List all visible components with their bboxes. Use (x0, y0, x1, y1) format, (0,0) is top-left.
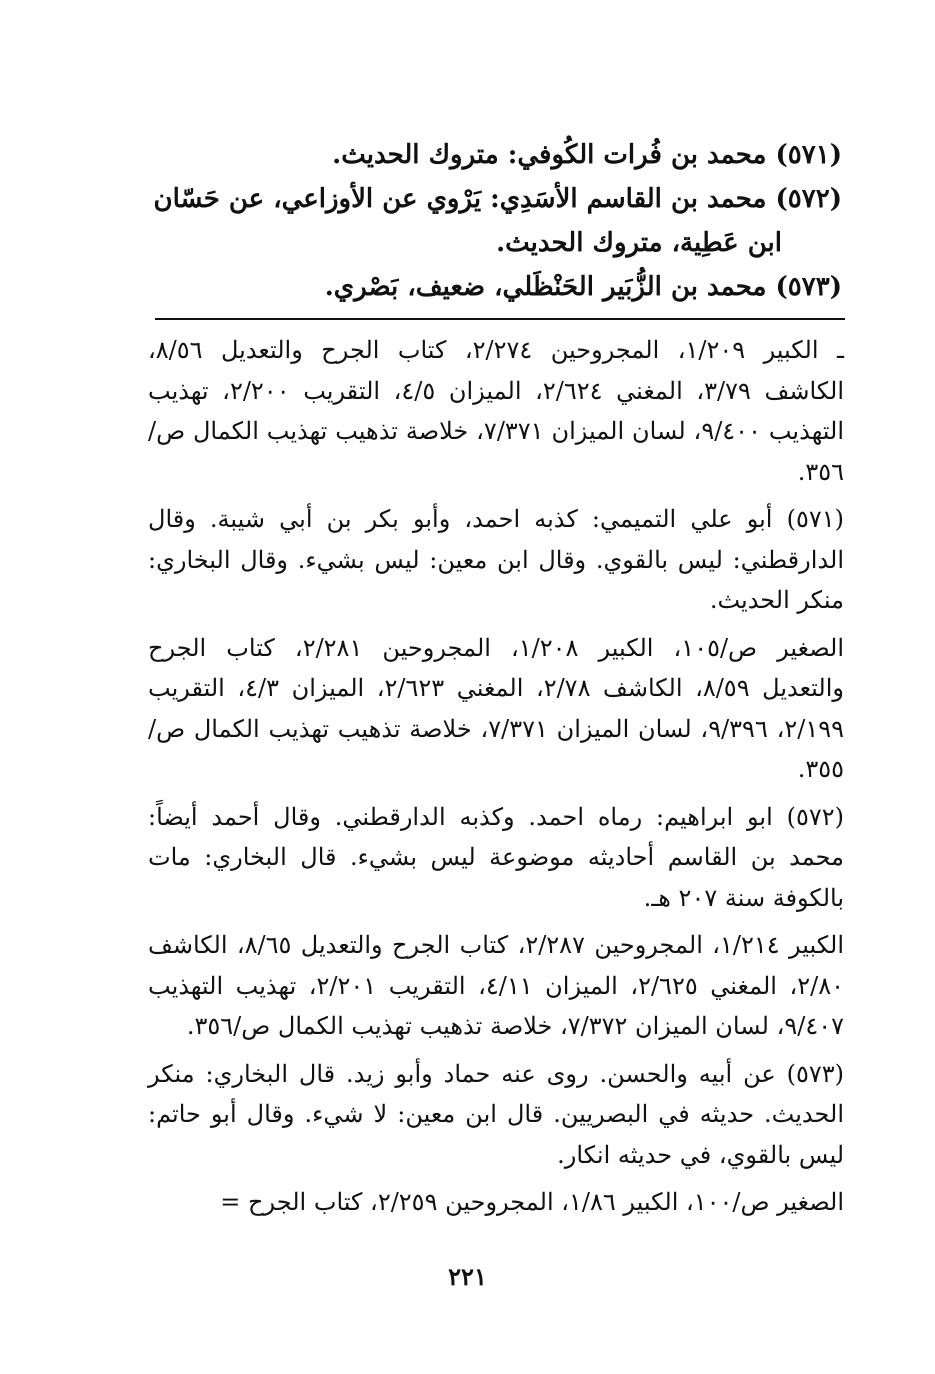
entry-line: (٥٧١) محمد بن فُرات الكُوفي: متروك الحديث. (332, 140, 842, 170)
footnote-paragraph: الصغير ص/١٠٥، الكبير ١/٢٠٨، المجروحين ٢/٢٨١، كتاب الجرح والتعديل ٨/٥٩، الكاشف ٢/٧٨، المغني ٢/٦٢٣، الميزان ٤/٣، التقريب ٢/١٩٩، ٩/٣٩٦، لسان الميزان ٧/٣٧١، خلاصة تذهيب تهذيب الكمال ص/٣٥٥. (148, 633, 845, 783)
entry-line-continuation: ابن عَطِية، متروك الحديث. (496, 228, 782, 258)
entry-line: (٥٧٣) محمد بن الزُّبَير الحَنْظَلي، ضعيف، بَصْري. (324, 272, 842, 302)
entry-line: (٥٧٢) محمد بن القاسم الأسَدِي: يَرْوي عن الأوزاعي، عن حَسّان (153, 184, 842, 214)
footnote-paragraph: ـ الكبير ١/٢٠٩، المجروحين ٢/٢٧٤، كتاب الجرح والتعديل ٨/٥٦، الكاشف ٣/٧٩، المغني ٢/٦٢٤، الميزان ٤/٥، التقريب ٢/٢٠٠، تهذيب التهذيب ٩/٤٠٠، لسان الميزان ٧/٣٧١، خلاصة تذهيب تهذيب الكمال ص/٣٥٦. (148, 336, 844, 486)
main-entries (150, 133, 842, 309)
entry-573 (150, 265, 842, 309)
footnote-paragraph: (٥٧٣) عن أبيه والحسن. روى عنه حماد وأبو زيد. قال البخاري: منكر الحديث. حديثه في البصريين. قال ابن معين: لا شيء. وقال أبو حاتم: ليس بالقوي، في حديثه انكار. (148, 1059, 844, 1169)
footnote-paragraph: (٥٧٢) ابو ابراهيم: رماه احمد. وكذبه الدارقطني. وقال أحمد أيضاً: محمد بن القاسم أحاديثه موضوعة ليس بشيء. قال البخاري: مات بالكوفة سنة ٢٠٧ هـ. (148, 802, 844, 912)
footnote-paragraph: (٥٧١) أبو علي التميمي: كذبه احمد، وأبو بكر بن أبي شيبة. وقال الدارقطني: ليس بالقوي. وقال ابن معين: ليس بشيء. وقال البخاري: منكر الحديث. (148, 505, 844, 614)
footnote-paragraph: الصغير ص/١٠٠، الكبير ١/٨٦، المجروحين ٢/٢٥٩، كتاب الجرح = (220, 1188, 844, 1216)
footnotes (148, 330, 844, 1230)
entry-571 (150, 133, 842, 177)
entry-572 (150, 177, 842, 265)
page-number: ٢٢١ (448, 1262, 487, 1291)
footnote-divider (155, 318, 845, 320)
footnote-paragraph: الكبير ١/٢١٤، المجروحين ٢/٢٨٧، كتاب الجرح والتعديل ٨/٦٥، الكاشف ٢/٨٠، المغني ٢/٦٢٥، الميزان ٤/١١، التقريب ٢/٢٠١، تهذيب التهذيب ٩/٤٠٧، لسان الميزان ٧/٣٧٢، خلاصة تذهيب تهذيب الكمال ص/٣٥٦. (148, 931, 845, 1040)
